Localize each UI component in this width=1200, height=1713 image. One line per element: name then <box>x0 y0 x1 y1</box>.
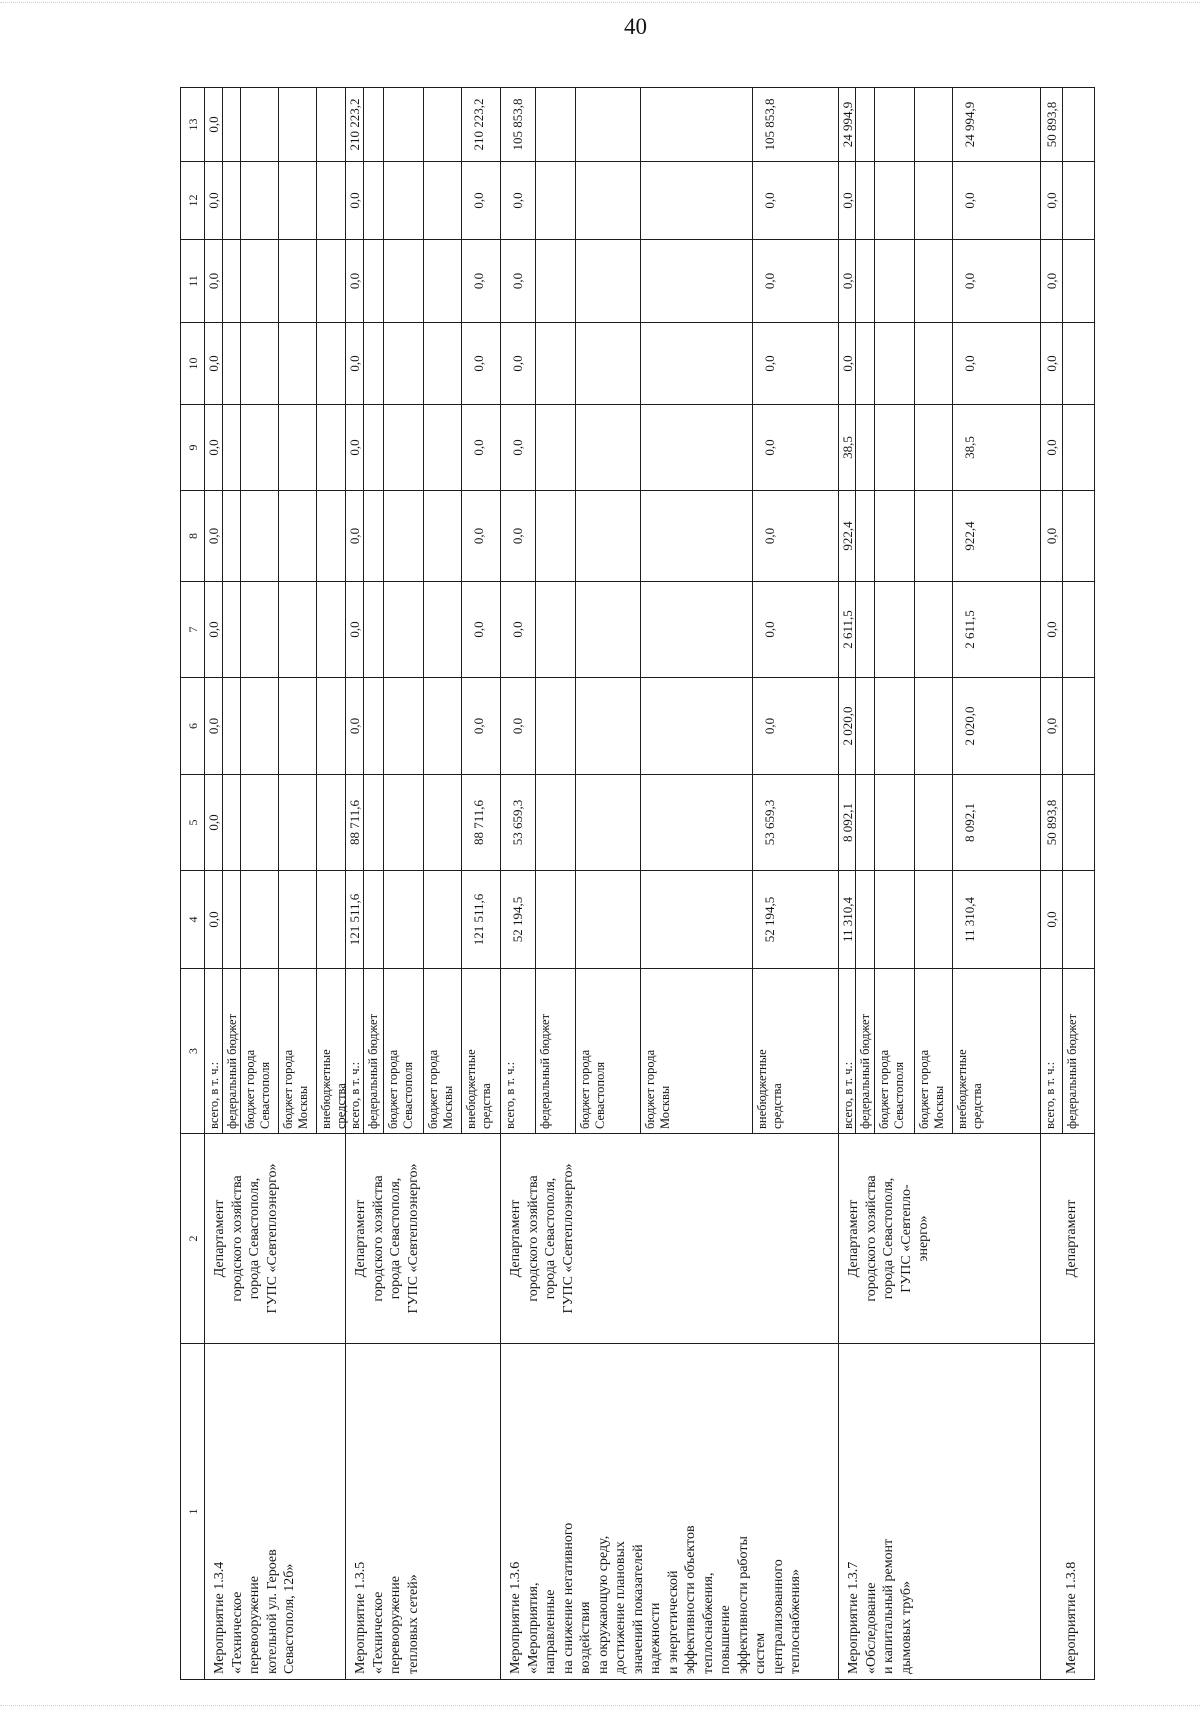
value-cell: 0,0 <box>461 239 501 323</box>
value-cell: 8 092,1 <box>952 774 1041 871</box>
value-cell: 121 511,6 <box>461 870 501 969</box>
value-cell-empty <box>423 490 462 582</box>
value-cell-empty <box>240 239 279 323</box>
value-cell-empty <box>423 322 462 405</box>
value-cell-empty <box>383 239 424 323</box>
value-cell-empty <box>363 870 384 969</box>
column-number-cell: 5 <box>180 774 205 871</box>
value-cell: 121 511,6 <box>345 870 364 969</box>
value-cell-empty <box>363 404 384 491</box>
measure-name-cell: Мероприятие 1.3.5 «Техническое перевооружение тепловых сетей» <box>345 1343 501 1680</box>
value-cell-empty <box>1062 161 1095 240</box>
value-cell-empty <box>874 581 915 678</box>
value-cell: 52 194,5 <box>752 870 839 969</box>
value-cell: 0,0 <box>345 677 364 775</box>
value-cell-empty <box>316 774 346 871</box>
value-cell: 2 020,0 <box>952 677 1041 775</box>
value-cell-empty <box>575 581 641 678</box>
value-cell-empty <box>855 161 875 240</box>
value-cell: 24 994,9 <box>838 87 856 162</box>
value-cell-empty <box>383 87 424 162</box>
value-cell-empty <box>914 87 953 162</box>
value-cell-empty <box>240 490 279 582</box>
measure-name-cell: Мероприятие 1.3.6 «Мероприятия, направленные на снижение негативного воздействия на окружающую среду, достижение плановых значений показателей надежности и энергетической эффективности объектов теплоснабжения, повышение эффективности работы систем централизованного теплоснабжения» <box>500 1343 839 1680</box>
value-cell-empty <box>278 677 317 775</box>
value-cell-empty <box>383 774 424 871</box>
value-cell-empty <box>640 677 753 775</box>
value-cell-empty <box>363 490 384 582</box>
value-cell-empty <box>535 677 576 775</box>
value-cell: 0,0 <box>752 239 839 323</box>
value-cell-empty <box>278 322 317 405</box>
value-cell-empty <box>855 404 875 491</box>
value-cell: 0,0 <box>1040 161 1063 240</box>
value-cell-empty <box>1062 870 1095 969</box>
value-cell: 0,0 <box>345 490 364 582</box>
column-number-cell: 13 <box>180 87 205 162</box>
value-cell-empty <box>1062 581 1095 678</box>
value-cell-empty <box>874 87 915 162</box>
value-cell: 0,0 <box>204 404 223 491</box>
value-cell: 0,0 <box>1040 870 1063 969</box>
value-cell-empty <box>240 87 279 162</box>
value-cell: 105 853,8 <box>500 87 536 162</box>
value-cell-empty <box>874 870 915 969</box>
funding-source-cell: федеральный бюджет <box>363 968 384 1134</box>
value-cell: 0,0 <box>500 161 536 240</box>
value-cell-empty <box>914 870 953 969</box>
value-cell-empty <box>222 161 241 240</box>
value-cell-empty <box>640 774 753 871</box>
value-cell: 105 853,8 <box>752 87 839 162</box>
funding-source-cell: внебюджетные средства <box>952 968 1041 1134</box>
value-cell: 53 659,3 <box>752 774 839 871</box>
value-cell-empty <box>914 490 953 582</box>
value-cell-empty <box>316 322 346 405</box>
executor-cell: Департамент городского хозяйства города Севастополя, ГУПС «Севтепло- энерго» <box>838 1133 1041 1344</box>
value-cell-empty <box>575 322 641 405</box>
value-cell: 88 711,6 <box>345 774 364 871</box>
value-cell: 53 659,3 <box>500 774 536 871</box>
value-cell-empty <box>423 774 462 871</box>
column-number-cell: 8 <box>180 490 205 582</box>
value-cell-empty <box>914 239 953 323</box>
value-cell-empty <box>383 870 424 969</box>
value-cell-empty <box>535 870 576 969</box>
value-cell: 0,0 <box>461 322 501 405</box>
value-cell: 0,0 <box>752 404 839 491</box>
scan-noise-bottom <box>0 1705 1200 1706</box>
value-cell-empty <box>278 161 317 240</box>
value-cell-empty <box>383 404 424 491</box>
value-cell-empty <box>316 239 346 323</box>
value-cell: 922,4 <box>952 490 1041 582</box>
value-cell-empty <box>575 490 641 582</box>
value-cell-empty <box>640 870 753 969</box>
value-cell: 0,0 <box>204 581 223 678</box>
value-cell-empty <box>874 490 915 582</box>
value-cell: 0,0 <box>204 239 223 323</box>
value-cell-empty <box>240 581 279 678</box>
funding-source-cell: федеральный бюджет <box>222 968 241 1134</box>
value-cell-empty <box>222 870 241 969</box>
value-cell-empty <box>383 322 424 405</box>
value-cell-empty <box>222 239 241 323</box>
value-cell-empty <box>855 774 875 871</box>
value-cell-empty <box>535 581 576 678</box>
column-number-cell: 11 <box>180 239 205 323</box>
value-cell: 50 893,8 <box>1040 87 1063 162</box>
value-cell-empty <box>363 87 384 162</box>
funding-source-cell: всего, в т. ч.: <box>838 968 856 1134</box>
value-cell-empty <box>914 322 953 405</box>
value-cell: 52 194,5 <box>500 870 536 969</box>
value-cell: 0,0 <box>838 239 856 323</box>
value-cell-empty <box>640 404 753 491</box>
value-cell: 0,0 <box>500 490 536 582</box>
value-cell-empty <box>640 490 753 582</box>
value-cell: 50 893,8 <box>1040 774 1063 871</box>
value-cell-empty <box>855 581 875 678</box>
value-cell-empty <box>316 870 346 969</box>
value-cell-empty <box>874 161 915 240</box>
value-cell-empty <box>222 404 241 491</box>
value-cell-empty <box>316 677 346 775</box>
column-number-cell: 6 <box>180 677 205 775</box>
column-number-cell: 9 <box>180 404 205 491</box>
value-cell-empty <box>855 677 875 775</box>
funding-source-cell: бюджет города Севастополя <box>240 968 279 1134</box>
value-cell: 0,0 <box>461 161 501 240</box>
value-cell-empty <box>1062 87 1095 162</box>
value-cell-empty <box>222 322 241 405</box>
value-cell-empty <box>222 87 241 162</box>
value-cell-empty <box>240 677 279 775</box>
value-cell-empty <box>535 161 576 240</box>
value-cell-empty <box>240 322 279 405</box>
value-cell-empty <box>363 581 384 678</box>
value-cell: 0,0 <box>204 161 223 240</box>
value-cell: 2 611,5 <box>952 581 1041 678</box>
value-cell: 210 223,2 <box>461 87 501 162</box>
value-cell: 0,0 <box>1040 677 1063 775</box>
value-cell-empty <box>640 581 753 678</box>
value-cell-empty <box>535 87 576 162</box>
column-number-cell: 4 <box>180 870 205 969</box>
value-cell: 0,0 <box>500 677 536 775</box>
value-cell: 11 310,4 <box>838 870 856 969</box>
value-cell: 0,0 <box>952 322 1041 405</box>
value-cell: 0,0 <box>752 677 839 775</box>
value-cell-empty <box>278 87 317 162</box>
value-cell-empty <box>383 490 424 582</box>
value-cell-empty <box>278 490 317 582</box>
value-cell-empty <box>222 490 241 582</box>
value-cell-empty <box>423 581 462 678</box>
value-cell: 24 994,9 <box>952 87 1041 162</box>
value-cell-empty <box>914 677 953 775</box>
value-cell-empty <box>914 404 953 491</box>
value-cell: 0,0 <box>345 581 364 678</box>
value-cell-empty <box>278 870 317 969</box>
value-cell-empty <box>363 677 384 775</box>
funding-source-cell: федеральный бюджет <box>1062 968 1095 1134</box>
funding-source-cell: внебюджетные средства <box>461 968 501 1134</box>
column-number-cell: 10 <box>180 322 205 405</box>
value-cell: 0,0 <box>461 581 501 678</box>
value-cell: 0,0 <box>1040 581 1063 678</box>
value-cell: 2 020,0 <box>838 677 856 775</box>
value-cell-empty <box>383 581 424 678</box>
value-cell: 0,0 <box>752 161 839 240</box>
value-cell: 0,0 <box>204 870 223 969</box>
value-cell: 0,0 <box>752 322 839 405</box>
funding-source-cell: бюджет города Москвы <box>914 968 953 1134</box>
value-cell: 0,0 <box>461 677 501 775</box>
column-number-cell: 2 <box>180 1133 205 1344</box>
value-cell-empty <box>316 161 346 240</box>
value-cell-empty <box>575 870 641 969</box>
funding-source-cell: федеральный бюджет <box>535 968 576 1134</box>
value-cell-empty <box>575 161 641 240</box>
value-cell: 0,0 <box>461 490 501 582</box>
column-number-cell: 1 <box>180 1343 205 1680</box>
value-cell: 0,0 <box>204 774 223 871</box>
measure-name-cell: Мероприятие 1.3.7 «Обследование и капитальный ремонт дымовых труб» <box>838 1343 1041 1680</box>
value-cell-empty <box>535 774 576 871</box>
value-cell: 0,0 <box>838 161 856 240</box>
measure-name-cell: Мероприятие 1.3.8 <box>1040 1343 1095 1680</box>
value-cell-empty <box>316 404 346 491</box>
value-cell: 11 310,4 <box>952 870 1041 969</box>
value-cell-empty <box>874 322 915 405</box>
value-cell-empty <box>640 322 753 405</box>
value-cell-empty <box>316 87 346 162</box>
value-cell-empty <box>1062 239 1095 323</box>
column-number-cell: 12 <box>180 161 205 240</box>
value-cell-empty <box>316 490 346 582</box>
value-cell: 0,0 <box>345 239 364 323</box>
value-cell: 0,0 <box>204 677 223 775</box>
value-cell: 0,0 <box>345 404 364 491</box>
value-cell-empty <box>1062 490 1095 582</box>
value-cell-empty <box>423 677 462 775</box>
funding-source-cell: всего, в т. ч.: <box>1040 968 1063 1134</box>
value-cell: 0,0 <box>500 581 536 678</box>
value-cell-empty <box>575 239 641 323</box>
value-cell-empty <box>1062 404 1095 491</box>
value-cell-empty <box>240 404 279 491</box>
value-cell-empty <box>535 322 576 405</box>
value-cell-empty <box>1062 677 1095 775</box>
funding-source-cell: федеральный бюджет <box>855 968 875 1134</box>
value-cell-empty <box>423 239 462 323</box>
page-number: 40 <box>624 14 647 39</box>
funding-source-cell: бюджет города Севастополя <box>874 968 915 1134</box>
value-cell-empty <box>535 239 576 323</box>
executor-cell: Департамент городского хозяйства города Севастополя, ГУПС «Севтеплоэнерго» <box>204 1133 346 1344</box>
value-cell-empty <box>575 404 641 491</box>
value-cell-empty <box>640 161 753 240</box>
value-cell-empty <box>278 581 317 678</box>
value-cell-empty <box>640 87 753 162</box>
value-cell-empty <box>423 870 462 969</box>
funding-source-cell: бюджет города Севастополя <box>575 968 641 1134</box>
value-cell-empty <box>363 322 384 405</box>
funding-source-cell: внебюджетные средства <box>316 968 346 1134</box>
value-cell-empty <box>855 322 875 405</box>
funding-source-cell: всего, в т. ч.: <box>345 968 364 1134</box>
executor-cell: Департамент городского хозяйства города Севастополя, ГУПС «Севтеплоэнерго» <box>500 1133 839 1344</box>
value-cell-empty <box>874 774 915 871</box>
scan-noise-top <box>0 2 1200 3</box>
value-cell-empty <box>1062 774 1095 871</box>
value-cell-empty <box>535 490 576 582</box>
value-cell: 0,0 <box>500 322 536 405</box>
value-cell: 210 223,2 <box>345 87 364 162</box>
value-cell-empty <box>240 161 279 240</box>
value-cell-empty <box>316 581 346 678</box>
value-cell: 8 092,1 <box>838 774 856 871</box>
executor-cell: Департамент городского хозяйства города Севастополя, ГУПС «Севтеплоэнерго» <box>345 1133 501 1344</box>
value-cell: 0,0 <box>1040 322 1063 405</box>
value-cell-empty <box>222 774 241 871</box>
value-cell: 38,5 <box>952 404 1041 491</box>
value-cell-empty <box>383 677 424 775</box>
value-cell-empty <box>423 87 462 162</box>
value-cell-empty <box>363 774 384 871</box>
value-cell-empty <box>640 239 753 323</box>
value-cell: 0,0 <box>345 161 364 240</box>
value-cell-empty <box>383 161 424 240</box>
measure-name-cell: Мероприятие 1.3.4 «Техническое перевооружение котельной ул. Героев Севастополя, 12б» <box>204 1343 346 1680</box>
value-cell-empty <box>363 161 384 240</box>
executor-cell: Департамент <box>1040 1133 1095 1344</box>
value-cell-empty <box>278 404 317 491</box>
value-cell: 0,0 <box>345 322 364 405</box>
value-cell-empty <box>240 774 279 871</box>
value-cell-empty <box>278 239 317 323</box>
value-cell: 0,0 <box>461 404 501 491</box>
value-cell: 0,0 <box>500 404 536 491</box>
value-cell: 0,0 <box>204 322 223 405</box>
value-cell-empty <box>855 870 875 969</box>
value-cell-empty <box>575 677 641 775</box>
value-cell-empty <box>222 677 241 775</box>
value-cell: 38,5 <box>838 404 856 491</box>
value-cell: 0,0 <box>752 490 839 582</box>
funding-source-cell: бюджет города Севастополя <box>383 968 424 1134</box>
funding-table <box>180 87 1095 1680</box>
value-cell-empty <box>575 87 641 162</box>
value-cell: 88 711,6 <box>461 774 501 871</box>
value-cell-empty <box>575 774 641 871</box>
value-cell-empty <box>914 581 953 678</box>
value-cell-empty <box>423 404 462 491</box>
value-cell: 0,0 <box>838 322 856 405</box>
value-cell: 0,0 <box>752 581 839 678</box>
value-cell: 0,0 <box>952 161 1041 240</box>
value-cell-empty <box>874 677 915 775</box>
value-cell-empty <box>278 774 317 871</box>
value-cell-empty <box>914 774 953 871</box>
value-cell-empty <box>423 161 462 240</box>
value-cell-empty <box>363 239 384 323</box>
funding-source-cell: бюджет города Москвы <box>423 968 462 1134</box>
funding-source-cell: бюджет города Москвы <box>278 968 317 1134</box>
funding-source-cell: внебюджетные средства <box>752 968 839 1134</box>
funding-source-cell: всего, в т. ч.: <box>204 968 223 1134</box>
value-cell: 0,0 <box>204 490 223 582</box>
column-number-cell: 3 <box>180 968 205 1134</box>
value-cell-empty <box>240 870 279 969</box>
funding-source-cell: бюджет города Москвы <box>640 968 753 1134</box>
value-cell-empty <box>1062 322 1095 405</box>
value-cell-empty <box>855 87 875 162</box>
value-cell-empty <box>535 404 576 491</box>
value-cell-empty <box>222 581 241 678</box>
value-cell: 0,0 <box>204 87 223 162</box>
value-cell: 0,0 <box>1040 404 1063 491</box>
column-number-cell: 7 <box>180 581 205 678</box>
value-cell: 922,4 <box>838 490 856 582</box>
value-cell-empty <box>855 239 875 323</box>
value-cell: 0,0 <box>1040 239 1063 323</box>
value-cell: 0,0 <box>1040 490 1063 582</box>
value-cell-empty <box>855 490 875 582</box>
value-cell: 2 611,5 <box>838 581 856 678</box>
value-cell-empty <box>874 404 915 491</box>
value-cell: 0,0 <box>500 239 536 323</box>
value-cell-empty <box>914 161 953 240</box>
value-cell: 0,0 <box>952 239 1041 323</box>
value-cell-empty <box>874 239 915 323</box>
funding-source-cell: всего, в т. ч.: <box>500 968 536 1134</box>
